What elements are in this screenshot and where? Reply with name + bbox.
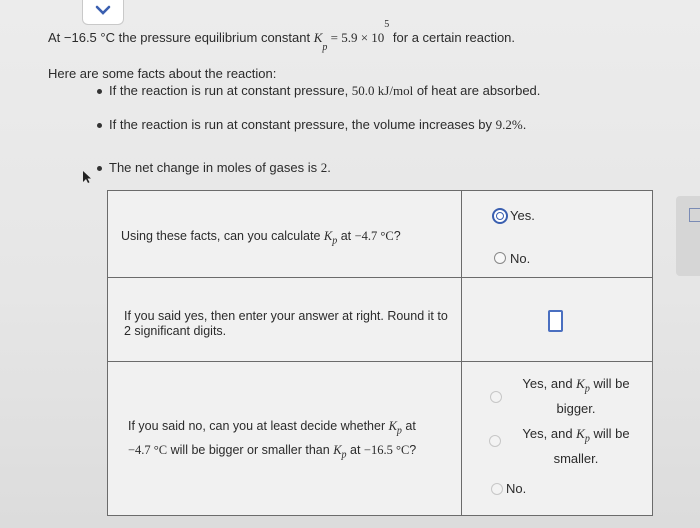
no-decide-option-label[interactable]: No. (506, 481, 527, 496)
bigger-option-label[interactable]: Yes, and $K_p$ will be bigger. (522, 376, 630, 416)
bullet-icon (97, 89, 102, 94)
column-divider (461, 191, 462, 515)
bigger-radio[interactable] (490, 391, 502, 403)
yes-option-label[interactable]: Yes. (510, 208, 535, 223)
question-compare-kp: If you said no, can you at least decide whether $K_p$ at −4.7 °C will be bigger or smaller than $K_p$ at −16.5 °C? (128, 419, 417, 460)
kp-symbol: K (313, 30, 323, 46)
kp-value: = 5.9 × 10 (327, 30, 385, 46)
smaller-option-label[interactable]: Yes, and $K_p$ will be smaller. (522, 426, 630, 466)
fact-item: If the reaction is run at constant pressure, the volume increases by 9.2%. (97, 117, 526, 133)
yes-radio[interactable] (492, 208, 508, 224)
smaller-radio[interactable] (489, 435, 501, 447)
facts-title: Here are some facts about the reaction: (48, 66, 277, 81)
question-table (107, 190, 653, 516)
kp-subscript: p (322, 41, 328, 53)
row-divider (108, 277, 652, 278)
question-calculate-kp: Using these facts, can you calculate $K_p$ at −4.7 °C? (121, 229, 401, 247)
no-decide-radio[interactable] (491, 483, 503, 495)
bullet-icon (97, 166, 102, 171)
row-divider (108, 361, 652, 362)
answer-instructions: If you said yes, then enter your answer at right. Round it to 2 significant digits. (124, 309, 448, 338)
side-checkbox-icon (689, 208, 700, 222)
intro-text: At −16.5 °C the pressure equilibrium constant (48, 30, 314, 46)
kp-exponent: 5 (384, 19, 390, 30)
intro-suffix: for a certain reaction. (389, 30, 516, 46)
fact-item: The net change in moles of gases is 2. (97, 160, 331, 176)
no-option-label[interactable]: No. (510, 251, 531, 266)
mouse-cursor-icon (82, 170, 92, 184)
answer-input[interactable] (548, 310, 563, 332)
fact-item: If the reaction is run at constant pressure, 50.0 kJ/mol of heat are absorbed. (97, 83, 540, 99)
no-radio[interactable] (494, 252, 506, 264)
bullet-icon (97, 123, 102, 128)
